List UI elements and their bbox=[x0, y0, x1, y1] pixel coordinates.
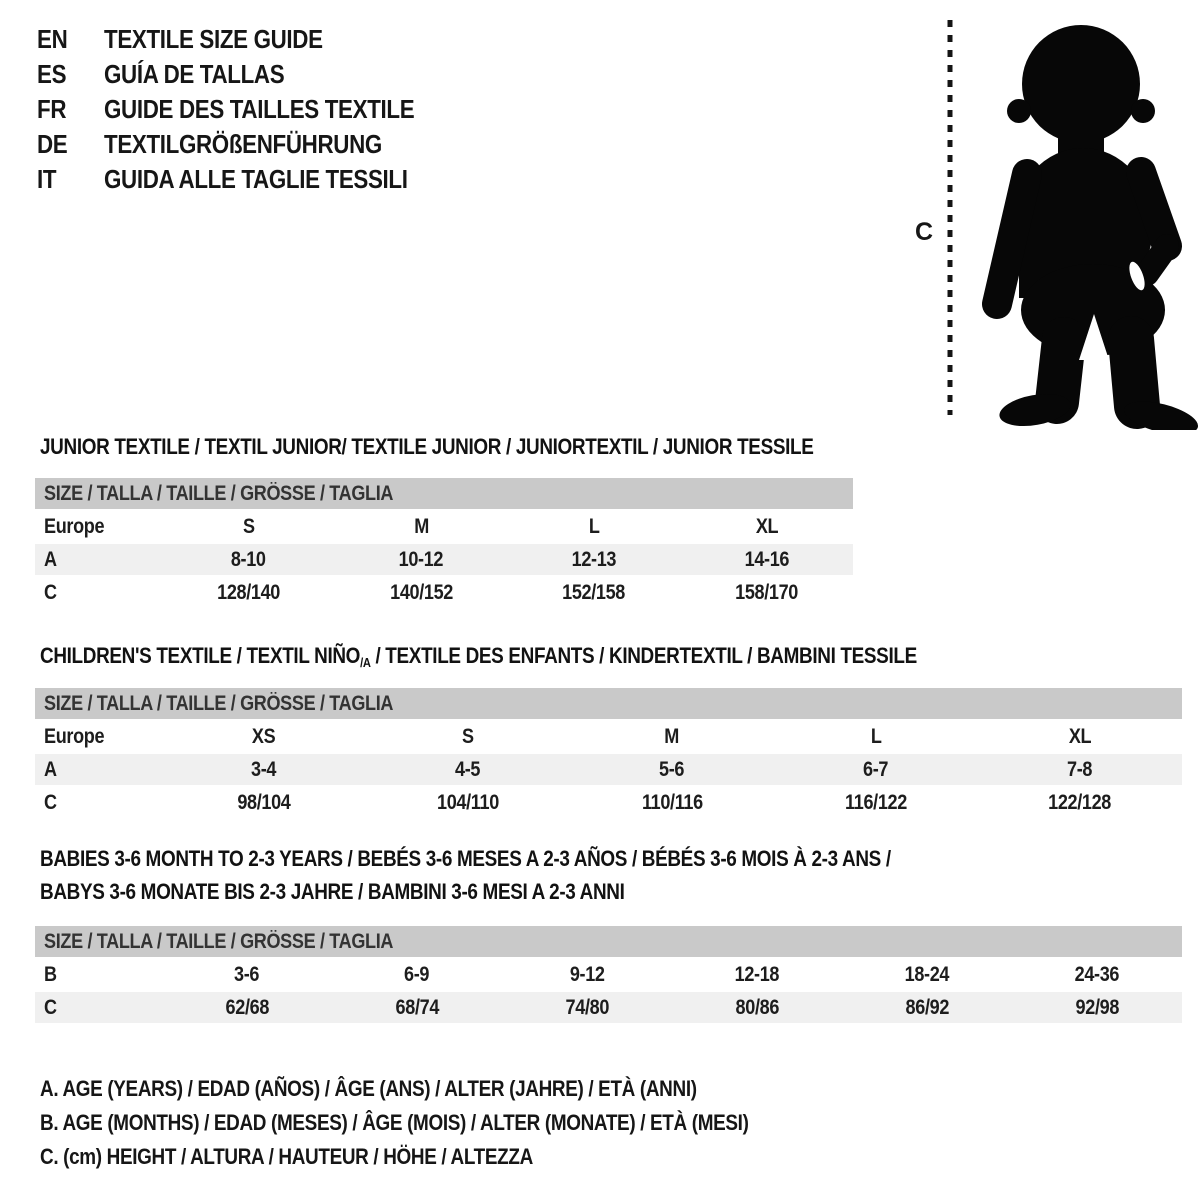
table-header-bar bbox=[35, 478, 853, 509]
size-cell: 12-18 bbox=[734, 963, 780, 986]
row-label: B bbox=[44, 963, 57, 986]
size-table-children bbox=[35, 688, 1182, 818]
size-cell: 92/98 bbox=[1075, 996, 1119, 1019]
lang-row-es bbox=[37, 57, 465, 92]
size-cell: S bbox=[462, 725, 474, 748]
size-cell: 3-6 bbox=[234, 963, 260, 986]
size-cell: 24-36 bbox=[1074, 963, 1120, 986]
toddler-silhouette bbox=[997, 25, 1200, 430]
table-row-europe bbox=[35, 511, 853, 542]
row-label: C bbox=[44, 581, 57, 604]
legend-line-b: B. AGE (MONTHS) / EDAD (MESES) / ÂGE (MOIS) / ALTER (MONATE) / ETÀ (MESI) bbox=[40, 1110, 749, 1135]
size-cell: 116/122 bbox=[845, 791, 907, 814]
lang-title: TEXTILGRÖßENFÜHRUNG bbox=[104, 129, 382, 159]
size-cell: 5-6 bbox=[659, 758, 685, 781]
size-cell: 98/104 bbox=[237, 791, 291, 814]
size-cell: 9-12 bbox=[569, 963, 605, 986]
size-cell: 140/152 bbox=[389, 581, 453, 604]
legend-line-c: C. (cm) HEIGHT / ALTURA / HAUTEUR / HÖHE / ALTEZZA bbox=[40, 1144, 533, 1169]
size-cell: 104/110 bbox=[437, 791, 499, 814]
size-cell: 62/68 bbox=[225, 996, 269, 1019]
lang-code: EN bbox=[37, 24, 68, 54]
lang-code: FR bbox=[37, 94, 67, 124]
table-row-c bbox=[35, 787, 1182, 818]
measurement-legend bbox=[40, 1072, 864, 1174]
size-table-junior bbox=[35, 478, 853, 608]
size-header-label: SIZE / TALLA / TAILLE / GRÖSSE / TAGLIA bbox=[44, 692, 394, 715]
lang-title: GUIDE DES TAILLES TEXTILE bbox=[104, 94, 415, 124]
size-cell: 110/116 bbox=[641, 791, 703, 814]
size-cell: L bbox=[870, 725, 882, 748]
size-cell: 6-7 bbox=[863, 758, 889, 781]
row-label: C bbox=[44, 996, 57, 1019]
height-measure-figure bbox=[895, 10, 1200, 430]
size-cell: S bbox=[242, 515, 255, 538]
size-cell: 74/80 bbox=[565, 996, 609, 1019]
row-label: C bbox=[44, 791, 57, 814]
size-cell: 80/86 bbox=[735, 996, 779, 1019]
lang-row-fr bbox=[37, 92, 465, 127]
lang-code: ES bbox=[37, 59, 67, 89]
row-label: Europe bbox=[44, 515, 105, 538]
size-cell: 14-16 bbox=[744, 548, 789, 571]
size-cell: 6-9 bbox=[404, 963, 430, 986]
size-cell: 128/140 bbox=[216, 581, 280, 604]
table-body bbox=[35, 721, 1182, 818]
toddler-silhouette-graphic bbox=[895, 10, 1200, 430]
lang-code: DE bbox=[37, 129, 68, 159]
table-row-europe bbox=[35, 721, 1182, 752]
lang-title: TEXTILE SIZE GUIDE bbox=[104, 24, 323, 54]
row-label: A bbox=[44, 548, 57, 571]
children-title-text: CHILDREN'S TEXTILE / TEXTIL NIÑO/A / TEXTILE DES ENFANTS / KINDERTEXTIL / BAMBINI TESSILE bbox=[40, 643, 917, 670]
lang-title: GUIDA ALLE TAGLIE TESSILI bbox=[104, 164, 408, 194]
table-row-b bbox=[35, 959, 1182, 990]
size-cell: 122/128 bbox=[1048, 791, 1112, 814]
size-header-label: SIZE / TALLA / TAILLE / GRÖSSE / TAGLIA bbox=[44, 482, 394, 505]
lang-code: IT bbox=[37, 164, 57, 194]
lang-row-it bbox=[37, 162, 465, 197]
size-cell: 10-12 bbox=[398, 548, 444, 571]
table-row-a bbox=[35, 544, 853, 575]
section-title-babies-line1: BABIES 3-6 MONTH TO 2-3 YEARS / BEBÉS 3-6 MESES A 2-3 AÑOS / BÉBÉS 3-6 MOIS À 2-3 ANS / bbox=[40, 846, 891, 871]
measure-label-c: C bbox=[915, 218, 934, 246]
row-label: Europe bbox=[44, 725, 105, 748]
size-header-label: SIZE / TALLA / TAILLE / GRÖSSE / TAGLIA bbox=[44, 930, 394, 953]
language-title-list bbox=[37, 22, 465, 197]
size-cell: L bbox=[588, 515, 600, 538]
size-cell: 68/74 bbox=[395, 996, 439, 1019]
section-title-children bbox=[40, 643, 1060, 669]
size-cell: 152/158 bbox=[562, 581, 626, 604]
size-cell: 4-5 bbox=[455, 758, 481, 781]
table-row-c bbox=[35, 992, 1182, 1023]
size-cell: 158/170 bbox=[735, 581, 799, 604]
table-body bbox=[35, 959, 1182, 1023]
table-header-bar bbox=[35, 688, 1182, 719]
lang-row-de bbox=[37, 127, 465, 162]
lang-title: GUÍA DE TALLAS bbox=[104, 59, 285, 89]
size-cell: 18-24 bbox=[904, 963, 950, 986]
size-cell: 8-10 bbox=[230, 548, 266, 571]
table-row-a bbox=[35, 754, 1182, 785]
section-title-junior: JUNIOR TEXTILE / TEXTIL JUNIOR/ TEXTILE JUNIOR / JUNIORTEXTIL / JUNIOR TESSILE bbox=[40, 434, 814, 459]
size-cell: XL bbox=[755, 515, 778, 538]
row-label: A bbox=[44, 758, 57, 781]
size-cell: M bbox=[664, 725, 680, 748]
table-row-c bbox=[35, 577, 853, 608]
section-title-babies-line2: BABYS 3-6 MONATE BIS 2-3 JAHRE / BAMBINI 3-6 MESI A 2-3 ANNI bbox=[40, 879, 625, 904]
size-cell: 7-8 bbox=[1067, 758, 1093, 781]
table-header-bar bbox=[35, 926, 1182, 957]
legend-line-a: A. AGE (YEARS) / EDAD (AÑOS) / ÂGE (ANS) / ALTER (JAHRE) / ETÀ (ANNI) bbox=[40, 1076, 697, 1101]
size-cell: XS bbox=[252, 725, 276, 748]
size-cell: 12-13 bbox=[571, 548, 617, 571]
size-cell: M bbox=[413, 515, 429, 538]
size-cell: XL bbox=[1068, 725, 1092, 748]
size-cell: 86/92 bbox=[905, 996, 949, 1019]
title-subscript: /A bbox=[360, 655, 371, 670]
lang-row-en bbox=[37, 22, 465, 57]
table-body bbox=[35, 511, 853, 608]
size-table-babies bbox=[35, 926, 1182, 1023]
size-cell: 3-4 bbox=[251, 758, 277, 781]
